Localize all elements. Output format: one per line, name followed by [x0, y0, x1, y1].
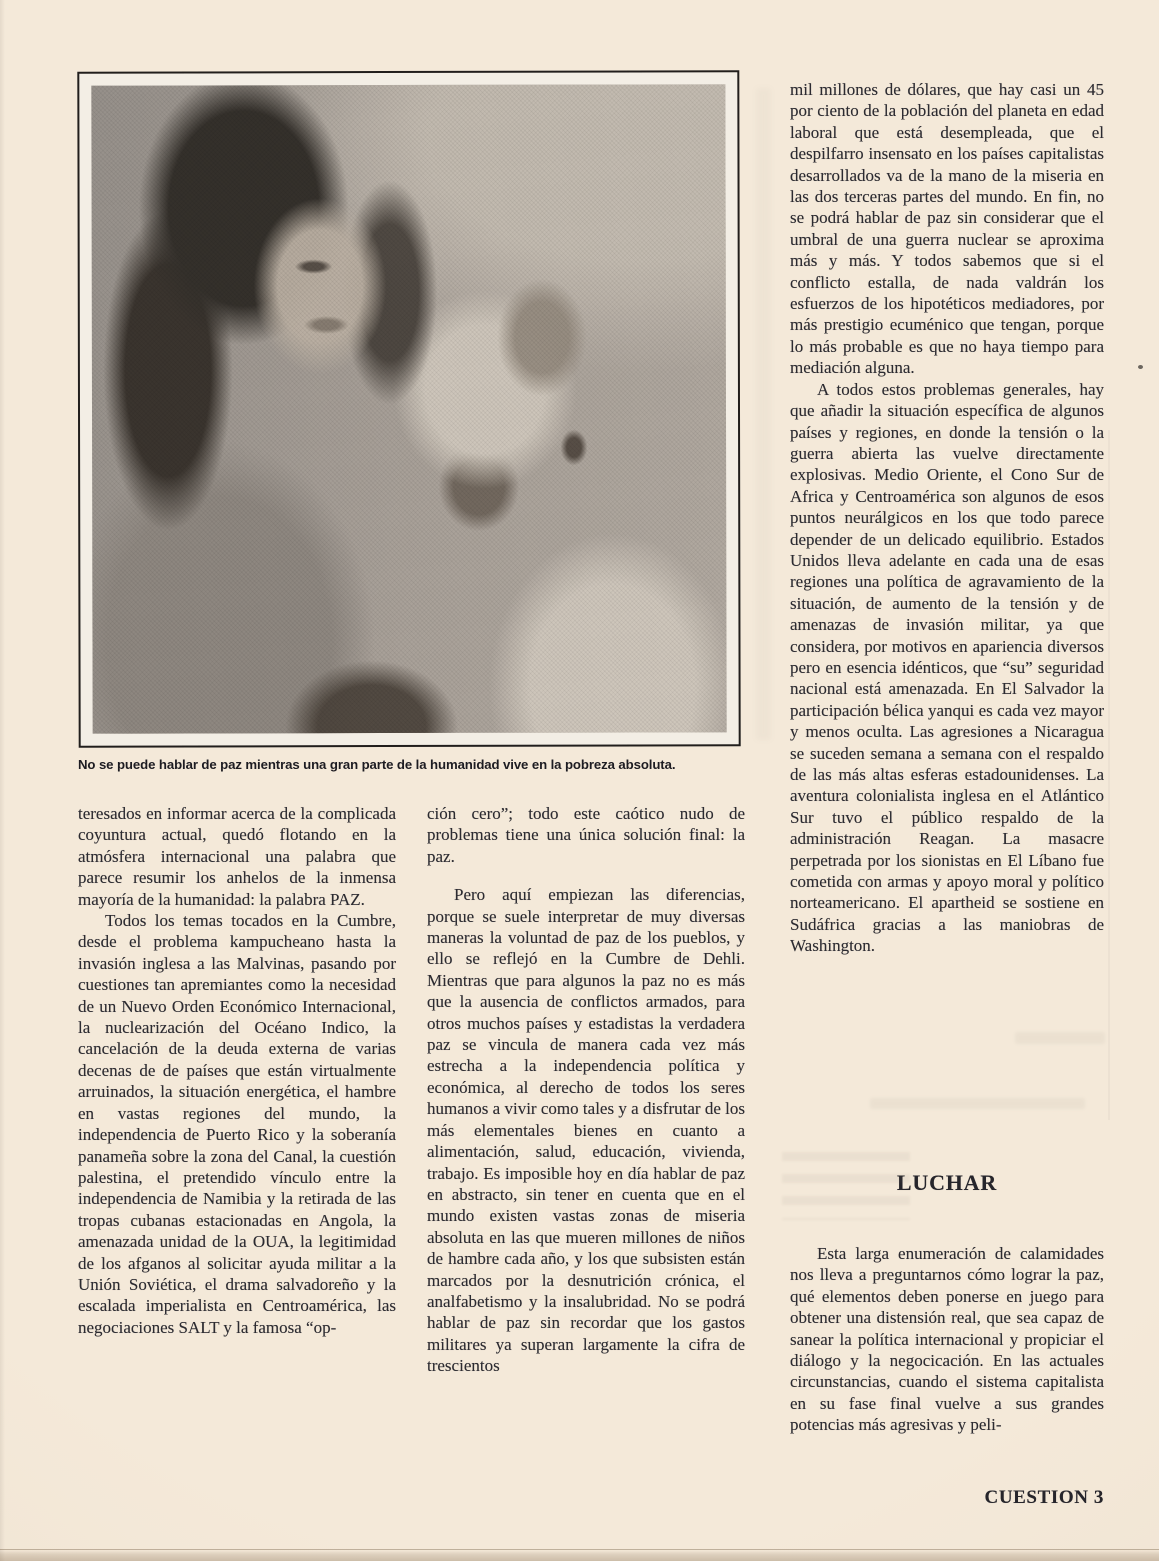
bleed-through-strip [756, 88, 771, 740]
paragraph: mil millones de dólares, que hay casi un 45 por ciento de la población del planeta en edad laboral que está desempleada, que el despilfarro insensato en los países capitalistas desarrollados va de la mano de la miseria en las dos terceras partes del mundo. En fin, no se podrá hablar de paz sin considerar que el umbral de una guerra nuclear se aproxima más y más. Y todos sabemos que si el conflicto estalla, de nada valdrán los esfuerzos de los hipotéticos mediadores, por más prestigio ecuménico que tengan, porque lo más probable es que no haya tiempo para mediación alguna. [790, 80, 1104, 378]
page-edge-bottom [0, 1549, 1159, 1561]
bleed-through-line [1108, 430, 1110, 1120]
page-footer: CUESTION 3 [984, 1487, 1104, 1508]
bleed-through-mark [870, 1098, 1085, 1109]
paragraph: A todos estos problemas generales, hay que añadir la situación específica de algunos países y regiones, en donde la tensión o la guerra abierta las vuelve directamente explosivas. Medio Oriente, el Cono Sur de Africa y Centroamérica son algunos de esos puntos neurálgicos en los que todo parece depender de un delicado equilibrio. Estados Unidos lleva adelante en cada una de esas regiones una política de agravamiento de la situación, de aumento de la tensión y de amenazas de invasión militar, ya que considera, por motivos en apariencia diversos pero en esencia idénticos, que “su” seguridad nacional está amenazada. En El Salvador la participación bélica yanqui es cada vez mayor y menos oculta. Las agresiones a Nicaragua se suceden semana a semana con el respaldo de las más altas esferas estadounidenses. La aventura colonialista inglesa en el Atlántico Sur tuvo el público respaldo de la administración Reagan. La masacre perpetrada por los sionistas en El Líbano fue cometida con armas y apoyo moral y político norteamericano. El apartheid se sostiene en Sudáfrica gracias a las maniobras de Washington. [790, 379, 1104, 956]
girl-holding-malnourished-child-photo [91, 84, 726, 733]
ink-speck [1138, 365, 1143, 369]
right-column-lower [790, 1243, 1104, 1449]
bleed-through-mark [1015, 1032, 1105, 1044]
bleed-through-text [782, 1152, 910, 1220]
section-heading-luchar: LUCHAR [896, 1170, 998, 1195]
photo-frame [77, 70, 740, 747]
middle-column [427, 803, 745, 1443]
right-column-upper [790, 79, 1104, 1094]
page-edge-left [0, 0, 5, 1561]
paragraph: Esta larga enumeración de calamidades nos lleva a preguntarnos cómo lograr la paz, qué elementos deben ponerse en juego para obtener una distensión real, que sea capaz de sanear la política internacional y propiciar el diálogo y la negocicación. En las actuales circunstancias, cuando el sistema capitalista en su fase final vuelve a sus grandes potencias más agresivas y peli- [790, 1244, 1104, 1435]
photo-caption: No se puede hablar de paz mientras una gran parte de la humanidad vive en la pobreza absoluta. [78, 757, 676, 772]
paragraph: Todos los temas tocados en la Cumbre, desde el problema kampucheano hasta la invasión inglesa a las Malvinas, pasando por cuestiones tan apremiantes como la necesidad de un Nuevo Orden Económico Internacional, la nuclearización del Océano Indico, la cancelación de la deuda externa de varias decenas de de países que están virtualmente arruinados, la situación energética, el hambre en vastas regiones del mundo, la independencia de Puerto Rico y la soberanía panameña sobre la zona del Canal, la cuestión palestina, el pretendido vínculo entre la independencia de Namibia y la retirada de las tropas cubanas estacionadas en Angola, la amenazada unidad de la OUA, la legitimidad de los afganos al solicitar ayuda militar a la Unión Soviética, el drama salvadoreño y la escalada imperialista en Centroamérica, las negociaciones SALT y la famosa “op- [78, 911, 396, 1337]
paragraph: teresados en informar acerca de la complicada coyuntura actual, quedó flotando en la atmósfera internacional una palabra que parece resumir los anhelos de la inmensa mayoría de la humanidad: la palabra PAZ. [78, 804, 396, 909]
left-column [78, 803, 396, 1443]
paragraph: ción cero”; todo este caótico nudo de problemas tiene una única solución final: la paz. [427, 804, 745, 866]
paragraph: Pero aquí empiezan las diferencias, porque se suele interpretar de muy diversas maneras la voluntad de paz de los pueblos, y ello se reflejó en la Cumbre de Dehli. Mientras que para algunos la paz no es más que la ausencia de conflictos armados, para otros muchos países y estadistas la verdadera paz se vincula de manera cada vez más estrecha a la independencia política y económica, al derecho de todos los seres humanos a vivir como tales y a disfrutar de los más elementales bienes en cuanto a alimentación, salud, educación, vivienda, trabajo. Es imposible hoy en día hablar de paz en abstracto, sin tener en cuenta que en el mundo existen vastas zonas de miseria absoluta en las que mueren millones de niños de hambre cada año, y los que subsisten están marcados por la desnutrición crónica, el analfabetismo y la insalubridad. No se podrá hablar de paz sin recordar que los gastos militares ya superan largamente la cifra de trescientos [427, 885, 745, 1376]
